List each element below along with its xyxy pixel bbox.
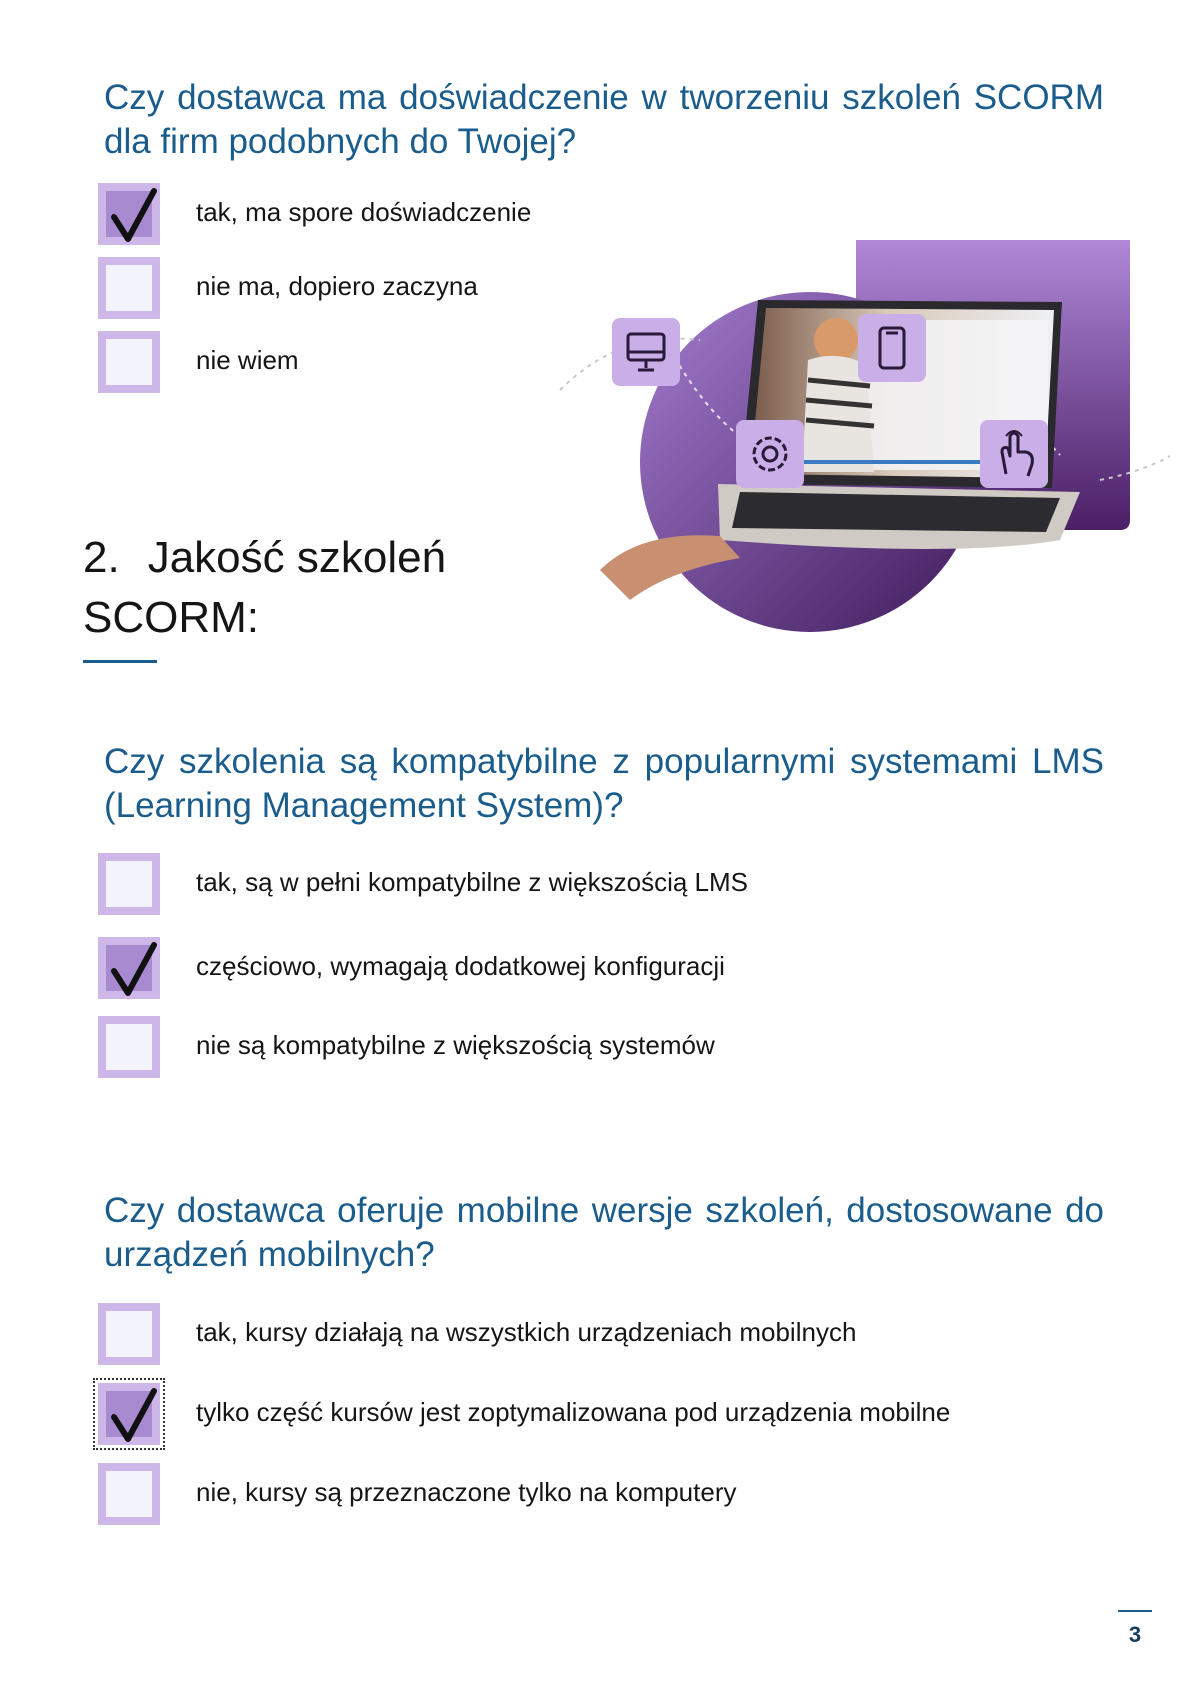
question-3-option-2[interactable] [98,1383,1098,1445]
option-label: nie są kompatybilne z większością systemów [196,1030,715,1060]
checkbox[interactable] [98,853,160,915]
tablet-icon [858,314,926,382]
checkbox-checked[interactable] [98,937,160,999]
question-1-option-1[interactable] [98,183,1098,245]
monitor-icon [612,318,680,386]
checkbox[interactable] [98,331,160,393]
question-3-option-1[interactable] [98,1303,1098,1365]
option-label: nie, kursy są przeznaczone tylko na komputery [196,1477,737,1507]
touch-icon [980,420,1048,488]
option-label: nie ma, dopiero zaczyna [196,271,478,301]
section-heading [83,528,503,648]
section-underline [83,660,157,663]
hero-laptop-illustration [540,240,1170,690]
question-2-option-1[interactable] [98,853,1098,915]
checkbox-checked[interactable] [98,183,160,245]
question-2-option-2[interactable] [98,937,1098,999]
question-1-title: Czy dostawca ma doświadczenie w tworzeniu szkoleń SCORM dla firm podobnych do Twojej? [104,78,1104,161]
option-label: tylko część kursów jest zoptymalizowana pod urządzenia mobilne [196,1397,951,1427]
question-3-option-3[interactable] [98,1463,1098,1525]
question-2-option-3[interactable] [98,1016,1098,1078]
page-number-rule [1118,1610,1152,1612]
gear-icon [736,420,804,488]
checkbox[interactable] [98,1303,160,1365]
section-title: Jakość szkoleń SCORM: [83,533,447,642]
option-label: tak, ma spore doświadczenie [196,197,532,227]
section-number: 2. [83,533,120,582]
option-label: tak, są w pełni kompatybilne z większością LMS [196,867,749,897]
question-2-title: Czy szkolenia są kompatybilne z popularnymi systemami LMS (Learning Management System)? [104,742,1104,825]
checkbox-checked[interactable] [98,1383,160,1445]
page-number: 3 [1128,1622,1142,1647]
question-3-title: Czy dostawca oferuje mobilne wersje szkoleń, dostosowane do urządzeń mobilnych? [104,1191,1104,1274]
option-label: częściowo, wymagają dodatkowej konfiguracji [196,951,725,981]
option-label: nie wiem [196,345,299,375]
checkbox[interactable] [98,1016,160,1078]
option-label: tak, kursy działają na wszystkich urządzeniach mobilnych [196,1317,857,1347]
checkbox[interactable] [98,1463,160,1525]
checkbox[interactable] [98,257,160,319]
